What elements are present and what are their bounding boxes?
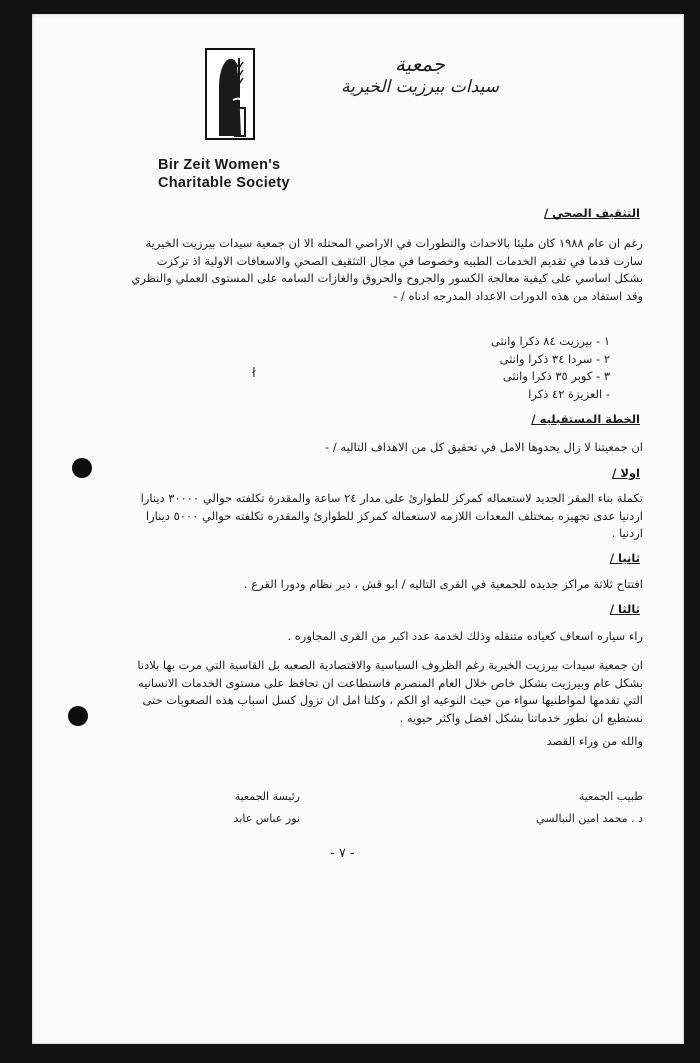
future-heading: الخطة المستقبليه / xyxy=(531,412,640,426)
signature-right xyxy=(420,786,643,830)
society-logo xyxy=(205,48,255,140)
second-text: افتتاح ثلاثة مراكز جديده للجمعية في القرى التاليه / ابو قش ، دير نظام ودورا القرع . xyxy=(243,577,643,591)
first-text: تكملة بناء المقر الجديد لاستعماله كمركز للطوارئ على مدار ٢٤ ساعة والمقدرة تكلفته حوالي ٣٠٠٠٠ دينارا اردنيا عدى تجهيزه بمختلف المعدات اللازمه لاستعماله كمركز للطوارئ والمقدره تكلفته حوالي ٥٠٠٠ دينارا اردنيا . xyxy=(140,491,643,540)
arabic-org-title xyxy=(330,52,510,98)
closing-line: والله من وراء القصد xyxy=(546,734,643,748)
second-heading: ثانيا / xyxy=(609,551,640,565)
village-item: ٢ - سردا ٣٤ ذكرا وانثى xyxy=(499,351,610,366)
english-org-name xyxy=(158,156,328,192)
punch-hole xyxy=(68,706,88,726)
health-paragraph: رغم ان عام ١٩٨٨ كان مليئا بالاحداث والتطورات في الاراضي المحتله الا ان جمعية سيدات بيرزيت الخيرية سارت قدما في تقديم الخدمات الطبيه وخصوصا في مجال التثقيف الصحي والاسعافات الاولية اذ تركزت بشكل اساسي على كيفية معالجة الكسور والجروح والحروق والغازات السامه على المستوى العملي والنظري وقد استفاد من هذه الدورات الاعداد المدرجه ادناه / - xyxy=(131,236,643,303)
signature-right-name: د . محمد امين النبالسي xyxy=(536,812,643,825)
villages-list xyxy=(430,333,610,403)
third-text: راء سياره اسعاف كعياده متنقله وذلك لخدمة عدد اكبر من القرى المجاوره . xyxy=(287,629,643,643)
arabic-title-line2: سيدات بيرزيت الخيرية xyxy=(341,77,499,97)
first-heading: اولا / xyxy=(612,466,640,480)
third-heading: ثالثا / xyxy=(609,602,640,616)
page-number: - ٧ - xyxy=(330,846,355,861)
village-item: ١ - بيرزيت ٨٤ ذكرا وانثى xyxy=(490,334,610,348)
english-name-line1: Bir Zeit Women's xyxy=(158,157,281,173)
stray-mark: ł xyxy=(252,366,256,381)
village-item: - العزيزة ٤٢ ذكرا xyxy=(528,386,610,401)
punch-hole xyxy=(72,458,92,478)
english-name-line2: Charitable Society xyxy=(158,175,290,191)
village-item: ٣ - كوبر ٣٥ ذكرا وانثى xyxy=(502,369,610,383)
signature-left-name: نور عباس عابد xyxy=(233,812,300,825)
future-intro: ان جمعيتنا لا زال يحدوها الامل في تحقيق كل من الاهداف التاليه / - xyxy=(325,440,643,454)
signature-right-title: طبيب الجمعية xyxy=(578,790,643,803)
closing-paragraph: ان جمعية سيدات بيرزيت الخيرية رغم الظروف السياسية والاقتصادية الصعبه بل القاسية التي مرت بها بلادنا بشكل عام وبيرزيت بشكل خاص خلال العام المنصرم فاستطاعت ان تحافظ على مستوى الخدمات الانسانيه التي تقدمها لمواطنيها سواء من حيث النوعيه او الكم ، وكلنا امل ان تزول كسل اسباب هذه الصعوبات حتى نستطيع ان نطور خدماتنا بشكل افضل واكثر حيويه . xyxy=(137,658,643,725)
signature-left-title: رئيسة الجمعية xyxy=(234,790,300,803)
signature-left xyxy=(120,786,300,830)
arabic-title-line1: جمعية xyxy=(394,52,446,76)
health-heading: التثقيف الصحي / xyxy=(543,206,640,220)
